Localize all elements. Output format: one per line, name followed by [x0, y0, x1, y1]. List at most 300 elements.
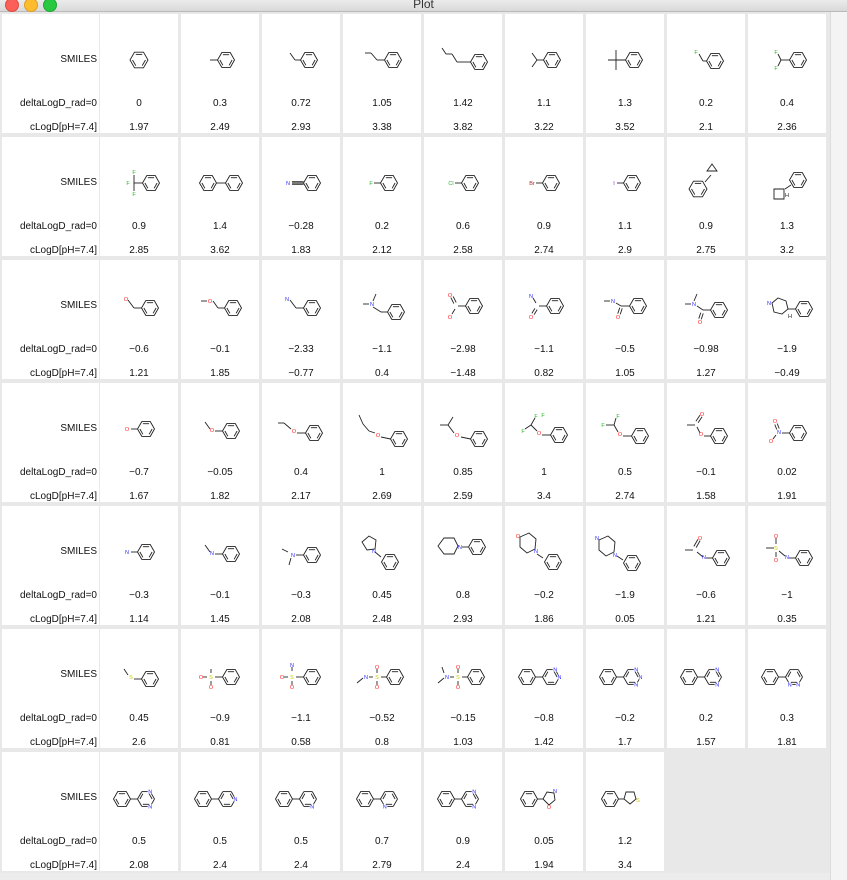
molecule-cell[interactable]: [424, 137, 502, 256]
molecule-cell[interactable]: [262, 752, 340, 871]
molecule-structure: [667, 268, 745, 332]
delta-logd-value: −0.1: [696, 467, 716, 478]
delta-logd-value: −2.98: [450, 344, 476, 355]
molecule-structure: [262, 760, 340, 824]
molecule-structure: [100, 22, 178, 86]
svg-text:F: F: [774, 50, 778, 56]
svg-text:O: O: [374, 665, 380, 671]
molecule-cell[interactable]: [748, 629, 826, 748]
clogd-value: −0.77: [288, 368, 314, 379]
svg-text:N: N: [472, 804, 477, 811]
delta-logd-value: 0.02: [777, 467, 797, 478]
delta-logd-value: −1: [781, 590, 793, 601]
clogd-value: 3.82: [453, 122, 473, 133]
molecule-cell[interactable]: [424, 14, 502, 133]
molecule-structure: [424, 22, 502, 86]
row-label-delta: deltaLogD_rad=0: [19, 221, 97, 232]
delta-logd-value: 0.2: [699, 713, 713, 724]
row-label-delta: deltaLogD_rad=0: [19, 590, 97, 601]
delta-logd-value: 0.72: [291, 98, 311, 109]
molecule-structure: [424, 145, 502, 209]
svg-text:O: O: [447, 293, 453, 299]
molecule-structure: [586, 760, 664, 824]
molecule-cell[interactable]: [748, 260, 826, 379]
svg-text:N: N: [557, 675, 562, 681]
delta-logd-value: −0.2: [534, 590, 554, 601]
clogd-value: 3.2: [780, 245, 794, 256]
clogd-value: 0.8: [375, 737, 389, 748]
delta-logd-value: −1.9: [777, 344, 797, 355]
svg-text:F: F: [616, 414, 620, 420]
row-label-cell: [2, 14, 99, 133]
svg-text:N: N: [767, 301, 771, 307]
delta-logd-value: 0.2: [699, 98, 713, 109]
clogd-value: 1.94: [534, 860, 554, 871]
svg-text:F: F: [132, 170, 136, 176]
molecule-cell[interactable]: [424, 506, 502, 625]
molecule-cell[interactable]: [586, 137, 664, 256]
grid-row: [0, 381, 830, 504]
svg-text:N: N: [472, 789, 477, 796]
delta-logd-value: 0.5: [294, 836, 308, 847]
row-label-clogd: cLogD[pH=7.4]: [30, 245, 97, 256]
clogd-value: 1.82: [210, 491, 230, 502]
delta-logd-value: −1.9: [615, 590, 635, 601]
molecule-cell[interactable]: [181, 14, 259, 133]
row-label-cell: [2, 506, 99, 625]
delta-logd-value: 1.1: [537, 98, 551, 109]
svg-text:N: N: [692, 302, 696, 308]
molecule-structure: [343, 760, 421, 824]
grid-row: [0, 258, 830, 381]
molecule-structure: [667, 514, 745, 578]
molecule-cell[interactable]: [181, 629, 259, 748]
svg-text:O: O: [698, 432, 704, 438]
clogd-value: 3.52: [615, 122, 635, 133]
delta-logd-value: 0.3: [780, 713, 794, 724]
svg-text:N: N: [715, 682, 720, 689]
clogd-value: 1.42: [534, 737, 554, 748]
svg-text:O: O: [773, 534, 779, 540]
clogd-value: 2.08: [129, 860, 149, 871]
delta-logd-value: 0.9: [132, 221, 146, 232]
svg-text:N: N: [286, 181, 290, 187]
svg-text:N: N: [125, 550, 129, 556]
molecule-cell[interactable]: [667, 14, 745, 133]
grid-row: [0, 135, 830, 258]
molecule-cell[interactable]: [100, 752, 178, 871]
molecule-structure: [343, 22, 421, 86]
molecule-cell[interactable]: [505, 14, 583, 133]
svg-text:N: N: [445, 675, 449, 681]
delta-logd-value: −0.9: [210, 713, 230, 724]
molecule-structure: [343, 145, 421, 209]
clogd-value: 2.48: [372, 614, 392, 625]
molecule-cell[interactable]: [181, 383, 259, 502]
row-label-smiles: SMILES: [60, 423, 97, 434]
molecule-cell[interactable]: [586, 506, 664, 625]
svg-text:S: S: [209, 675, 213, 681]
clogd-value: 2.59: [453, 491, 473, 502]
molecule-structure: [424, 514, 502, 578]
molecule-cell[interactable]: [424, 629, 502, 748]
clogd-value: 1.91: [777, 491, 797, 502]
molecule-cell[interactable]: [343, 752, 421, 871]
clogd-value: 1.27: [696, 368, 716, 379]
svg-text:N: N: [634, 682, 639, 689]
molecule-structure: [100, 514, 178, 578]
molecule-cell[interactable]: [181, 752, 259, 871]
molecule-cell[interactable]: [343, 383, 421, 502]
delta-logd-value: −0.2: [615, 713, 635, 724]
row-label-cell: [2, 383, 99, 502]
molecule-cell[interactable]: [424, 260, 502, 379]
row-label-clogd: cLogD[pH=7.4]: [30, 860, 97, 871]
clogd-value: 1.81: [777, 737, 797, 748]
molecule-structure: [505, 514, 583, 578]
row-label-smiles: SMILES: [60, 177, 97, 188]
clogd-value: 1.14: [129, 614, 149, 625]
molecule-cell[interactable]: [505, 137, 583, 256]
molecule-structure: [424, 268, 502, 332]
clogd-value: 2.49: [210, 122, 230, 133]
svg-text:N: N: [370, 302, 374, 308]
svg-text:O: O: [123, 297, 129, 303]
molecule-structure: [262, 391, 340, 455]
molecule-cell[interactable]: [262, 383, 340, 502]
svg-text:O: O: [615, 315, 621, 321]
svg-text:S: S: [290, 675, 294, 681]
row-label-clogd: cLogD[pH=7.4]: [30, 368, 97, 379]
svg-text:O: O: [772, 419, 778, 425]
molecule-cell[interactable]: [100, 506, 178, 625]
delta-logd-value: 0.45: [372, 590, 392, 601]
molecule-cell[interactable]: [181, 506, 259, 625]
svg-text:S: S: [774, 546, 778, 552]
delta-logd-value: −0.05: [207, 467, 233, 478]
delta-logd-value: 0.3: [213, 98, 227, 109]
svg-text:F: F: [521, 429, 525, 435]
svg-text:S: S: [456, 675, 460, 681]
molecule-structure: [667, 637, 745, 701]
clogd-value: 2.4: [294, 860, 308, 871]
molecule-structure: [181, 514, 259, 578]
delta-logd-value: 0.2: [375, 221, 389, 232]
row-label-delta: deltaLogD_rad=0: [19, 467, 97, 478]
molecule-cell[interactable]: [343, 506, 421, 625]
svg-text:N: N: [787, 682, 792, 689]
clogd-value: 3.38: [372, 122, 392, 133]
molecule-structure: [505, 391, 583, 455]
row-label-clogd: cLogD[pH=7.4]: [30, 122, 97, 133]
molecule-structure: [181, 22, 259, 86]
clogd-value: 1.67: [129, 491, 149, 502]
delta-logd-value: −0.52: [369, 713, 395, 724]
molecule-structure: [586, 637, 664, 701]
molecule-cell[interactable]: [667, 629, 745, 748]
svg-text:O: O: [536, 431, 542, 437]
row-label-smiles: SMILES: [60, 300, 97, 311]
molecule-structure: [505, 145, 583, 209]
molecule-structure: [748, 391, 826, 455]
molecule-cell[interactable]: [424, 752, 502, 871]
delta-logd-value: 1.4: [213, 221, 227, 232]
molecule-structure: [100, 637, 178, 701]
clogd-value: 1.21: [696, 614, 716, 625]
molecule-cell[interactable]: [748, 137, 826, 256]
clogd-value: 3.62: [210, 245, 230, 256]
delta-logd-value: 1.3: [618, 98, 632, 109]
clogd-value: 3.4: [537, 491, 551, 502]
delta-logd-value: −0.5: [615, 344, 635, 355]
svg-text:N: N: [285, 297, 289, 303]
row-label-delta: deltaLogD_rad=0: [19, 98, 97, 109]
delta-logd-value: −1.1: [534, 344, 554, 355]
molecule-structure: [343, 637, 421, 701]
molecule-cell[interactable]: [262, 137, 340, 256]
molecule-cell[interactable]: [748, 14, 826, 133]
svg-text:F: F: [601, 423, 605, 429]
vertical-scrollbar[interactable]: [830, 12, 847, 880]
molecule-cell[interactable]: [100, 629, 178, 748]
molecule-cell[interactable]: [343, 629, 421, 748]
svg-text:F: F: [534, 414, 538, 420]
svg-text:N: N: [715, 667, 720, 674]
svg-text:F: F: [694, 50, 698, 56]
delta-logd-value: 1.05: [372, 98, 392, 109]
svg-text:N: N: [382, 804, 387, 811]
molecule-structure: [343, 391, 421, 455]
clogd-value: 2.6: [132, 737, 146, 748]
clogd-value: 2.36: [777, 122, 797, 133]
molecule-cell[interactable]: [100, 137, 178, 256]
delta-logd-value: 0.9: [456, 836, 470, 847]
delta-logd-value: 1.3: [780, 221, 794, 232]
delta-logd-value: 0.05: [534, 836, 554, 847]
molecule-cell[interactable]: [505, 260, 583, 379]
molecule-cell[interactable]: [262, 629, 340, 748]
delta-logd-value: −0.1: [210, 344, 230, 355]
svg-text:O: O: [208, 685, 214, 691]
molecule-cell[interactable]: [343, 14, 421, 133]
clogd-value: 0.82: [534, 368, 554, 379]
molecule-cell[interactable]: [667, 506, 745, 625]
svg-text:O: O: [209, 428, 215, 434]
molecule-structure: [748, 514, 826, 578]
molecule-cell[interactable]: [505, 629, 583, 748]
grid-row: [0, 504, 830, 627]
molecule-structure: [181, 145, 259, 209]
svg-text:O: O: [617, 432, 623, 438]
svg-text:S: S: [129, 675, 133, 681]
svg-text:F: F: [132, 192, 136, 198]
delta-logd-value: −1.1: [372, 344, 392, 355]
svg-text:O: O: [198, 675, 204, 681]
clogd-value: 1.03: [453, 737, 473, 748]
molecule-cell[interactable]: [586, 260, 664, 379]
delta-logd-value: −0.28: [288, 221, 314, 232]
clogd-value: 0.58: [291, 737, 311, 748]
molecule-structure: [181, 268, 259, 332]
svg-text:N: N: [785, 555, 789, 561]
clogd-value: 1.86: [534, 614, 554, 625]
svg-text:N: N: [148, 804, 153, 811]
delta-logd-value: −0.6: [129, 344, 149, 355]
window-titlebar: [0, 0, 847, 12]
molecule-cell[interactable]: [100, 14, 178, 133]
svg-text:N: N: [148, 789, 153, 796]
molecule-cell[interactable]: [262, 14, 340, 133]
clogd-value: 2.12: [372, 245, 392, 256]
molecule-grid-plot: [0, 12, 830, 880]
molecule-structure: [424, 760, 502, 824]
molecule-structure: [343, 514, 421, 578]
molecule-cell[interactable]: [181, 260, 259, 379]
clogd-value: 0.05: [615, 614, 635, 625]
molecule-structure: [505, 760, 583, 824]
molecule-structure: [100, 391, 178, 455]
svg-text:Br: Br: [529, 181, 535, 187]
delta-logd-value: 0.4: [780, 98, 794, 109]
molecule-structure: [505, 268, 583, 332]
molecule-cell[interactable]: [748, 383, 826, 502]
molecule-structure: [586, 268, 664, 332]
delta-logd-value: 0.5: [132, 836, 146, 847]
clogd-value: 2.58: [453, 245, 473, 256]
molecule-structure: [586, 391, 664, 455]
molecule-structure: [181, 391, 259, 455]
svg-text:F: F: [126, 181, 130, 187]
svg-text:N: N: [372, 549, 376, 555]
delta-logd-value: −1.1: [291, 713, 311, 724]
svg-text:N: N: [613, 553, 617, 559]
svg-text:F: F: [774, 66, 778, 72]
clogd-value: 2.4: [456, 860, 470, 871]
svg-text:N: N: [634, 667, 639, 674]
svg-text:N: N: [534, 549, 538, 555]
svg-text:N: N: [553, 789, 557, 795]
molecule-cell[interactable]: [505, 383, 583, 502]
molecule-cell[interactable]: [586, 383, 664, 502]
svg-text:Cl: Cl: [448, 181, 454, 187]
molecule-cell[interactable]: [667, 137, 745, 256]
molecule-structure: [181, 637, 259, 701]
clogd-value: 1.85: [210, 368, 230, 379]
svg-text:N: N: [364, 675, 368, 681]
svg-text:N: N: [291, 553, 295, 559]
molecule-structure: [262, 637, 340, 701]
molecule-structure: [262, 22, 340, 86]
clogd-value: 1.97: [129, 122, 149, 133]
molecule-structure: [748, 22, 826, 86]
svg-text:N: N: [210, 551, 214, 557]
svg-text:I: I: [613, 181, 615, 187]
delta-logd-value: 0.85: [453, 467, 473, 478]
molecule-structure: [424, 637, 502, 701]
molecule-cell[interactable]: [181, 137, 259, 256]
clogd-value: 2.08: [291, 614, 311, 625]
delta-logd-value: 0.8: [456, 590, 470, 601]
row-label-clogd: cLogD[pH=7.4]: [30, 491, 97, 502]
row-label-clogd: cLogD[pH=7.4]: [30, 737, 97, 748]
svg-text:N: N: [290, 663, 294, 669]
svg-text:N: N: [458, 545, 462, 551]
delta-logd-value: 0.5: [213, 836, 227, 847]
svg-text:O: O: [454, 433, 460, 439]
svg-text:O: O: [375, 433, 381, 439]
svg-text:N: N: [595, 536, 599, 542]
molecule-cell[interactable]: [100, 383, 178, 502]
delta-logd-value: 0: [136, 98, 142, 109]
svg-text:O: O: [528, 315, 534, 321]
svg-text:H: H: [788, 314, 792, 320]
svg-text:O: O: [768, 439, 774, 445]
molecule-cell[interactable]: [586, 14, 664, 133]
delta-logd-value: −0.98: [693, 344, 719, 355]
molecule-cell[interactable]: [343, 260, 421, 379]
clogd-value: 3.22: [534, 122, 554, 133]
molecule-cell[interactable]: [667, 260, 745, 379]
delta-logd-value: 0.5: [618, 467, 632, 478]
delta-logd-value: 0.9: [537, 221, 551, 232]
molecule-structure: [100, 145, 178, 209]
svg-text:S: S: [636, 798, 640, 804]
molecule-cell[interactable]: [343, 137, 421, 256]
molecule-cell[interactable]: [505, 506, 583, 625]
molecule-structure: [667, 391, 745, 455]
clogd-value: 0.35: [777, 614, 797, 625]
row-label-cell: [2, 629, 99, 748]
row-label-delta: deltaLogD_rad=0: [19, 836, 97, 847]
delta-logd-value: 1.2: [618, 836, 632, 847]
molecule-cell[interactable]: [586, 629, 664, 748]
molecule-structure: [505, 637, 583, 701]
molecule-cell[interactable]: [667, 383, 745, 502]
clogd-value: 0.81: [210, 737, 230, 748]
clogd-value: 1.21: [129, 368, 149, 379]
molecule-structure: [748, 145, 826, 209]
clogd-value: 2.93: [291, 122, 311, 133]
molecule-structure: [748, 637, 826, 701]
clogd-value: 1.58: [696, 491, 716, 502]
molecule-cell[interactable]: [424, 383, 502, 502]
clogd-value: 2.9: [618, 245, 632, 256]
delta-logd-value: 1.42: [453, 98, 473, 109]
clogd-value: 2.17: [291, 491, 311, 502]
svg-text:S: S: [375, 675, 379, 681]
delta-logd-value: 1: [379, 467, 385, 478]
clogd-value: 2.69: [372, 491, 392, 502]
delta-logd-value: 0.7: [375, 836, 389, 847]
row-label-delta: deltaLogD_rad=0: [19, 344, 97, 355]
svg-text:O: O: [447, 315, 453, 321]
molecule-cell[interactable]: [748, 506, 826, 625]
molecule-cell[interactable]: [262, 260, 340, 379]
clogd-value: 2.1: [699, 122, 713, 133]
molecule-cell[interactable]: [505, 752, 583, 871]
clogd-value: 2.74: [534, 245, 554, 256]
clogd-value: 3.4: [618, 860, 632, 871]
svg-text:O: O: [289, 685, 295, 691]
row-label-smiles: SMILES: [60, 792, 97, 803]
row-label-smiles: SMILES: [60, 669, 97, 680]
svg-text:O: O: [124, 427, 130, 433]
molecule-cell[interactable]: [100, 260, 178, 379]
svg-text:O: O: [697, 320, 703, 326]
molecule-cell[interactable]: [262, 506, 340, 625]
molecule-structure: [343, 268, 421, 332]
molecule-cell[interactable]: [586, 752, 664, 871]
